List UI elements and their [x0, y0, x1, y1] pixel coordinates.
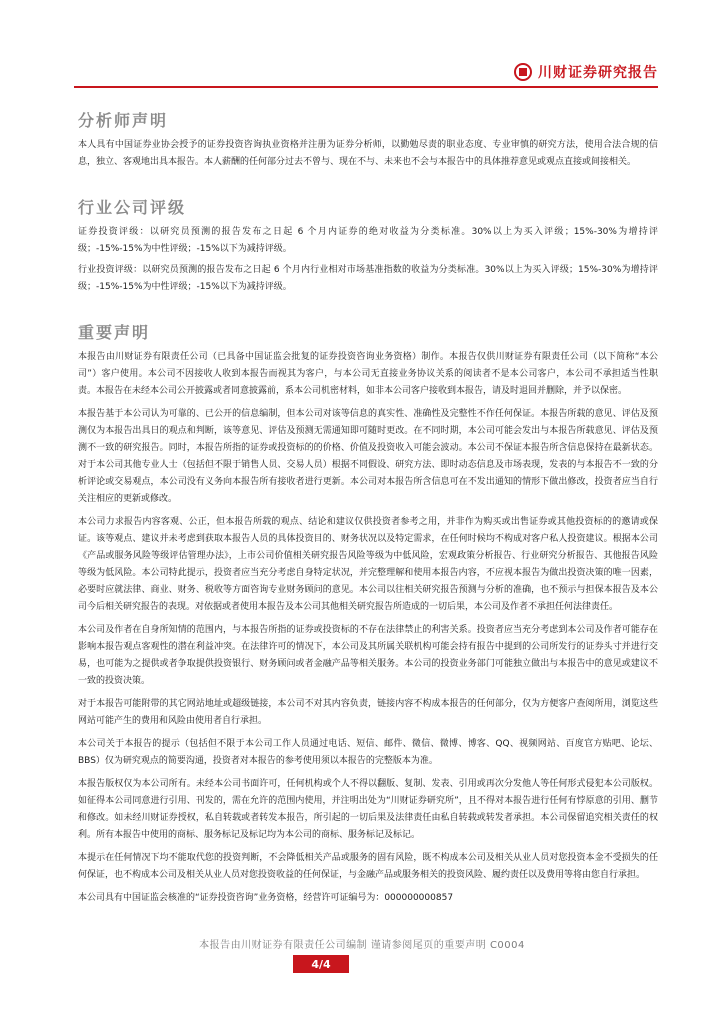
rating-section [78, 195, 658, 296]
disclaimer-paragraph: 本公司及作者在自身所知情的范围内，与本报告所指的证券或投资标的不存在法律禁止的利害关系。投资者应当充分考虑到本公司及作者可能存在影响本报告观点客观性的潜在利益冲突。在法律许可的情况下，本公司及其所属关联机构可能会持有报告中提到的公司所发行的证券头寸并进行交易，也可能为之提供或者争取提供投资银行、财务顾问或者金融产品等相关服务。本公司的投资业务部门可能独立做出与本报告中的意见或建议不一致的投资决策。 [78, 625, 658, 686]
disclaimer-section [78, 320, 658, 907]
header-title: 川财证券研究报告 [538, 65, 658, 81]
rating-heading: 行业公司评级 [78, 198, 187, 217]
footer-note: 本报告由川财证券有限责任公司编制 谨请参阅尾页的重要声明 C0004 [199, 940, 525, 951]
disclaimer-heading: 重要声明 [78, 323, 151, 342]
analyst-statement-section [78, 108, 658, 171]
company-logo-icon [514, 63, 532, 81]
header-rule [74, 86, 658, 88]
analyst-statement-heading: 分析师声明 [78, 111, 169, 130]
analyst-statement-text: 本人具有中国证券业协会授予的证券投资咨询执业资格并注册为证券分析师，以勤勉尽责的职业态度、专业审慎的研究方法，使用合法合规的信息，独立、客观地出具本报告。本人薪酬的任何部分过去不曾与、现在不与、未来也不会与本报告中的具体推荐意见或观点直接或间接相关。 [78, 140, 658, 167]
page-number: 4/4 [293, 955, 349, 973]
disclaimer-paragraph: 本公司具有中国证监会核准的“证券投资咨询”业务资格，经营许可证编号为：000000000857 [78, 893, 454, 903]
company-logo-mark [519, 68, 527, 76]
document-body [78, 108, 658, 913]
disclaimer-paragraph: 本报告由川财证券有限责任公司（已具备中国证监会批复的证券投资咨询业务资格）制作。本报告仅供川财证券有限责任公司（以下简称“本公司”）客户使用。本公司不因接收人收到本报告而视其为客户，与本公司无直接业务协议关系的阅读者不是本公司客户，本公司不承担适当性职责。本报告在未经本公司公开披露或者同意披露前，系本公司机密材料，如非本公司客户接收到本报告，请及时退回并删除，并予以保密。 [78, 352, 658, 396]
disclaimer-paragraph: 本公司力求报告内容客观、公正，但本报告所载的观点、结论和建议仅供投资者参考之用，并非作为购买或出售证券或其他投资标的的邀请或保证。该等观点、建议并未考虑到获取本报告人员的具体投资目的、财务状况以及特定需求，在任何时候均不构成对客户私人投资建议。根据本公司《产品或服务风险等级评估管理办法》，上市公司价值相关研究报告风险等级为中低风险，宏观政策分析报告、行业研究分析报告、其他报告风险等级为低风险。本公司特此提示，投资者应当充分考虑自身特定状况，并完整理解和使用本报告内容，不应视本报告为做出投资决策的唯一因素，必要时应就法律、商业、财务、税收等方面咨询专业财务顾问的意见。本公司以往相关研究报告预测与分析的准确，也不预示与担保本报告及本公司今后相关研究报告的表现。对依据或者使用本报告及本公司其他相关研究报告所造成的一切后果，本公司及作者不承担任何法律责任。 [78, 517, 658, 612]
industry-rating-text: 行业投资评级：以研究员预测的报告发布之日起 6 个月内行业相对市场基准指数的收益为分类标准。30%以上为买入评级；15%-30%为增持评级；-15%-15%为中性评级；-15%以下为减持评级。 [78, 265, 658, 292]
disclaimer-paragraph: 本报告版权仅为本公司所有。未经本公司书面许可，任何机构或个人不得以翻版、复制、发表、引用或再次分发他人等任何形式侵犯本公司版权。如征得本公司同意进行引用、刊发的，需在允许的范围内使用，并注明出处为“川财证券研究所”，且不得对本报告进行任何有悖原意的引用、删节和修改。如未经川财证券授权，私自转载或者转发本报告，所引起的一切后果及法律责任由私自转载或转发者承担。本公司保留追究相关责任的权利。所有本报告中使用的商标、服务标记及标记均为本公司的商标、服务标记及标记。 [78, 779, 658, 840]
disclaimer-paragraph: 本公司关于本报告的提示（包括但不限于本公司工作人员通过电话、短信、邮件、微信、微博、博客、QQ、视频网站、百度官方贴吧、论坛、BBS）仅为研究观点的简要沟通，投资者对本报告的参考使用须以本报告的完整版本为准。 [78, 739, 658, 766]
disclaimer-paragraph: 本报告基于本公司认为可靠的、已公开的信息编制，但本公司对该等信息的真实性、准确性及完整性不作任何保证。本报告所载的意见、评估及预测仅为本报告出具日的观点和判断，该等意见、评估及预测无需通知即可随时更改。在不同时期，本公司可能会发出与本报告所载意见、评估及预测不一致的研究报告。同时，本报告所指的证券或投资标的的价格、价值及投资收入可能会波动。本公司不保证本报告所含信息保持在最新状态。对于本公司其他专业人士（包括但不限于销售人员、交易人员）根据不同假设、研究方法、即时动态信息及市场表现，发表的与本报告不一致的分析评论或交易观点，本公司没有义务向本报告所有接收者进行更新。本公司对本报告所含信息可在不发出通知的情形下做出修改，投资者应当自行关注相应的更新或修改。 [78, 409, 658, 504]
page-header [74, 58, 658, 86]
disclaimer-paragraph: 本提示在任何情况下均不能取代您的投资判断，不会降低相关产品或服务的固有风险，既不构成本公司及相关从业人员对您投资本金不受损失的任何保证，也不构成本公司及相关从业人员对您投资收益的任何保证，与金融产品或服务相关的投资风险、履约责任以及费用等将由您自行承担。 [78, 853, 658, 880]
disclaimer-paragraph: 对于本报告可能附带的其它网站地址或超级链接，本公司不对其内容负责，链接内容不构成本报告的任何部分，仅为方便客户查阅所用，浏览这些网站可能产生的费用和风险由使用者自行承担。 [78, 699, 658, 726]
stock-rating-text: 证券投资评级：以研究员预测的报告发布之日起 6 个月内证券的绝对收益为分类标准。30%以上为买入评级；15%-30%为增持评级；-15%-15%为中性评级；-15%以下为减持评级。 [78, 227, 658, 254]
